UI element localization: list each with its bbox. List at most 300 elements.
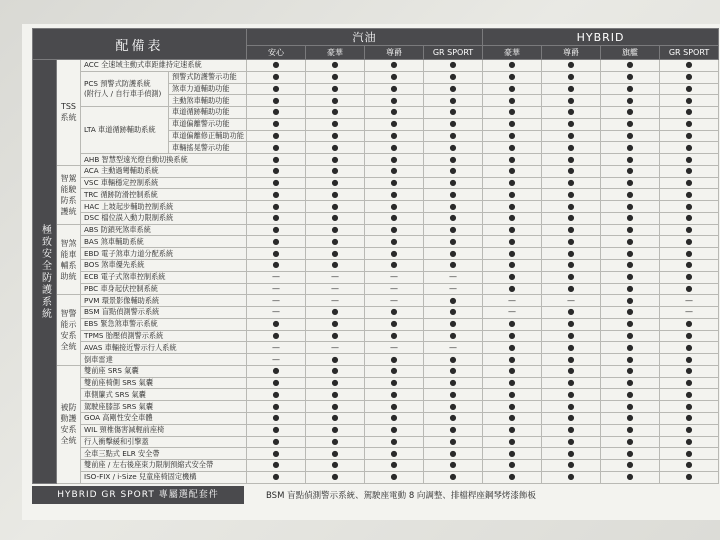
standard-dot: ● — [306, 83, 365, 95]
standard-dot: ● — [365, 460, 424, 472]
standard-dot: ● — [542, 60, 601, 72]
standard-dot: ● — [483, 189, 542, 201]
standard-dot: ● — [365, 448, 424, 460]
standard-dot: ● — [601, 60, 660, 72]
not-available-dash: — — [247, 354, 306, 366]
standard-dot: ● — [424, 295, 483, 307]
group-label: 智煞能車輔系助統 — [57, 224, 81, 295]
feature-name: PBC 車身起伏控制系統 — [81, 283, 247, 295]
table-row — [33, 424, 719, 436]
standard-dot: ● — [365, 401, 424, 413]
standard-dot: ● — [542, 189, 601, 201]
standard-dot: ● — [306, 118, 365, 130]
standard-dot: ● — [247, 60, 306, 72]
optional-package-label: HYBRID GR SPORT 專屬選配套件 — [32, 486, 244, 504]
standard-dot: ● — [542, 471, 601, 483]
standard-dot: ● — [306, 95, 365, 107]
standard-dot: ● — [306, 189, 365, 201]
table-row — [33, 177, 719, 189]
standard-dot: ● — [424, 224, 483, 236]
standard-dot: ● — [424, 107, 483, 119]
standard-dot: ● — [247, 448, 306, 460]
group-label: 智警能示安系全統 — [57, 295, 81, 366]
standard-dot: ● — [247, 177, 306, 189]
table-row — [33, 60, 719, 72]
standard-dot: ● — [247, 365, 306, 377]
standard-dot: ● — [365, 142, 424, 154]
standard-dot: ● — [601, 330, 660, 342]
not-available-dash: — — [365, 342, 424, 354]
not-available-dash: — — [424, 271, 483, 283]
not-available-dash: — — [247, 295, 306, 307]
standard-dot: ● — [424, 95, 483, 107]
standard-dot: ● — [247, 95, 306, 107]
feature-name: ECB 電子式煞車控制系統 — [81, 271, 247, 283]
standard-dot: ● — [601, 295, 660, 307]
standard-dot: ● — [542, 330, 601, 342]
standard-dot: ● — [601, 460, 660, 472]
standard-dot: ● — [365, 107, 424, 119]
standard-dot: ● — [365, 330, 424, 342]
standard-dot: ● — [247, 330, 306, 342]
standard-dot: ● — [365, 154, 424, 166]
standard-dot: ● — [542, 307, 601, 319]
standard-dot: ● — [601, 318, 660, 330]
feature-name: 雙前座椅側 SRS 氣囊 — [81, 377, 247, 389]
standard-dot: ● — [424, 412, 483, 424]
standard-dot: ● — [483, 236, 542, 248]
table-row — [33, 212, 719, 224]
standard-dot: ● — [660, 236, 719, 248]
feature-cell — [81, 71, 169, 106]
group-label: 被防動護安系全統 — [57, 365, 81, 483]
standard-dot: ● — [601, 389, 660, 401]
standard-dot: ● — [601, 165, 660, 177]
feature-name: ACA 主動過彎輔助系統 — [81, 165, 247, 177]
standard-dot: ● — [601, 236, 660, 248]
standard-dot: ● — [424, 212, 483, 224]
not-available-dash: — — [306, 283, 365, 295]
standard-dot: ● — [365, 318, 424, 330]
standard-dot: ● — [542, 224, 601, 236]
standard-dot: ● — [424, 354, 483, 366]
standard-dot: ● — [483, 471, 542, 483]
standard-dot: ● — [424, 436, 483, 448]
standard-dot: ● — [660, 201, 719, 213]
table-row — [33, 283, 719, 295]
standard-dot: ● — [660, 377, 719, 389]
standard-dot: ● — [542, 236, 601, 248]
standard-dot: ● — [306, 401, 365, 413]
standard-dot: ● — [601, 271, 660, 283]
standard-dot: ● — [424, 71, 483, 83]
standard-dot: ● — [247, 83, 306, 95]
feature-name: WIL 頸椎傷害減輕前座椅 — [81, 424, 247, 436]
standard-dot: ● — [483, 177, 542, 189]
standard-dot: ● — [365, 177, 424, 189]
standard-dot: ● — [601, 436, 660, 448]
standard-dot: ● — [601, 118, 660, 130]
standard-dot: ● — [542, 448, 601, 460]
standard-dot: ● — [483, 365, 542, 377]
standard-dot: ● — [601, 71, 660, 83]
feature-name: PCS 預警式防護系統 — [84, 78, 151, 88]
standard-dot: ● — [424, 130, 483, 142]
standard-dot: ● — [247, 471, 306, 483]
feature-name: HAC 上坡起步輔助控制系統 — [81, 201, 247, 213]
standard-dot: ● — [306, 60, 365, 72]
table-row — [33, 307, 719, 319]
standard-dot: ● — [601, 260, 660, 272]
standard-dot: ● — [365, 189, 424, 201]
table-row — [33, 389, 719, 401]
standard-dot: ● — [660, 95, 719, 107]
standard-dot: ● — [247, 224, 306, 236]
standard-dot: ● — [365, 130, 424, 142]
standard-dot: ● — [247, 154, 306, 166]
standard-dot: ● — [660, 424, 719, 436]
standard-dot: ● — [601, 377, 660, 389]
standard-dot: ● — [660, 330, 719, 342]
standard-dot: ● — [542, 201, 601, 213]
not-available-dash: — — [483, 295, 542, 307]
table-body — [33, 60, 719, 484]
feature-name: BAS 煞車輔助系統 — [81, 236, 247, 248]
standard-dot: ● — [660, 448, 719, 460]
standard-dot: ● — [365, 260, 424, 272]
table-row — [33, 318, 719, 330]
standard-dot: ● — [660, 224, 719, 236]
standard-dot: ● — [660, 177, 719, 189]
table-row — [33, 471, 719, 483]
standard-dot: ● — [542, 165, 601, 177]
standard-dot: ● — [542, 365, 601, 377]
standard-dot: ● — [365, 165, 424, 177]
table-row — [33, 448, 719, 460]
standard-dot: ● — [306, 165, 365, 177]
standard-dot: ● — [424, 318, 483, 330]
standard-dot: ● — [424, 471, 483, 483]
trim-header-cell: 豪華 — [483, 46, 542, 60]
table-row — [33, 342, 719, 354]
standard-dot: ● — [247, 412, 306, 424]
standard-dot: ● — [424, 142, 483, 154]
table-row — [33, 107, 719, 119]
table-row — [33, 295, 719, 307]
standard-dot: ● — [601, 354, 660, 366]
not-available-dash: — — [306, 342, 365, 354]
standard-dot: ● — [247, 436, 306, 448]
not-available-dash: — — [660, 307, 719, 319]
standard-dot: ● — [424, 189, 483, 201]
table-row — [33, 365, 719, 377]
standard-dot: ● — [601, 307, 660, 319]
standard-dot: ● — [483, 154, 542, 166]
sub-feature-name: 車道偏離警示功能 — [169, 118, 247, 130]
standard-dot: ● — [660, 189, 719, 201]
standard-dot: ● — [247, 236, 306, 248]
standard-dot: ● — [247, 165, 306, 177]
standard-dot: ● — [601, 412, 660, 424]
standard-dot: ● — [306, 412, 365, 424]
not-available-dash: — — [306, 271, 365, 283]
standard-dot: ● — [424, 330, 483, 342]
standard-dot: ● — [483, 71, 542, 83]
standard-dot: ● — [247, 424, 306, 436]
standard-dot: ● — [247, 142, 306, 154]
standard-dot: ● — [660, 154, 719, 166]
standard-dot: ● — [660, 83, 719, 95]
standard-dot: ● — [483, 165, 542, 177]
feature-name: 駕駛座膝部 SRS 氣囊 — [81, 401, 247, 413]
feature-name: 雙前座 / 左右後座束力限制預縮式安全帶 — [81, 460, 247, 472]
standard-dot: ● — [424, 365, 483, 377]
standard-dot: ● — [424, 460, 483, 472]
standard-dot: ● — [601, 365, 660, 377]
feature-name: 車側簾式 SRS 氣囊 — [81, 389, 247, 401]
not-available-dash: — — [247, 342, 306, 354]
standard-dot: ● — [306, 236, 365, 248]
optional-package-text: BSM 盲點偵測警示系統、駕駛座電動 8 向調整、排檔桿座鋼琴烤漆飾板 — [266, 491, 536, 501]
standard-dot: ● — [365, 424, 424, 436]
standard-dot: ● — [424, 448, 483, 460]
standard-dot: ● — [542, 130, 601, 142]
not-available-dash: — — [247, 307, 306, 319]
standard-dot: ● — [365, 377, 424, 389]
standard-dot: ● — [660, 142, 719, 154]
standard-dot: ● — [306, 460, 365, 472]
table-row — [33, 436, 719, 448]
standard-dot: ● — [483, 283, 542, 295]
standard-dot: ● — [424, 83, 483, 95]
standard-dot: ● — [483, 260, 542, 272]
feature-name: 雙前座 SRS 氣囊 — [81, 365, 247, 377]
standard-dot: ● — [365, 60, 424, 72]
table-row — [33, 354, 719, 366]
standard-dot: ● — [483, 330, 542, 342]
standard-dot: ● — [601, 342, 660, 354]
standard-dot: ● — [306, 377, 365, 389]
group-label: TSS系統 — [57, 60, 81, 166]
not-available-dash: — — [424, 342, 483, 354]
standard-dot: ● — [306, 436, 365, 448]
standard-dot: ● — [247, 318, 306, 330]
standard-dot: ● — [306, 154, 365, 166]
standard-dot: ● — [483, 248, 542, 260]
standard-dot: ● — [424, 154, 483, 166]
feature-name: LTA 車道循跡輔助系統 — [84, 125, 156, 135]
standard-dot: ● — [483, 401, 542, 413]
equipment-table — [32, 28, 719, 484]
not-available-dash: — — [365, 271, 424, 283]
standard-dot: ● — [247, 201, 306, 213]
standard-dot: ● — [660, 471, 719, 483]
not-available-dash: — — [424, 283, 483, 295]
table-row — [33, 201, 719, 213]
table-row — [33, 260, 719, 272]
standard-dot: ● — [660, 248, 719, 260]
standard-dot: ● — [542, 424, 601, 436]
standard-dot: ● — [542, 460, 601, 472]
feature-note: (附行人 / 自行車手偵測) — [84, 88, 162, 98]
standard-dot: ● — [542, 354, 601, 366]
standard-dot: ● — [542, 283, 601, 295]
standard-dot: ● — [542, 142, 601, 154]
standard-dot: ● — [542, 118, 601, 130]
standard-dot: ● — [660, 271, 719, 283]
feature-name: TPMS 胎壓偵測警示系統 — [81, 330, 247, 342]
sub-feature-name: 預警式防護警示功能 — [169, 71, 247, 83]
standard-dot: ● — [424, 165, 483, 177]
feature-name: 倒車雷達 — [81, 354, 247, 366]
feature-name: ACC 全速域主動式車距維持定速系統 — [81, 60, 247, 72]
standard-dot: ● — [306, 389, 365, 401]
table-row — [33, 377, 719, 389]
feature-name: 全車三點式 ELR 安全帶 — [81, 448, 247, 460]
not-available-dash: — — [542, 295, 601, 307]
standard-dot: ● — [601, 201, 660, 213]
standard-dot: ● — [247, 71, 306, 83]
trim-header-cell: GR SPORT — [424, 46, 483, 60]
standard-dot: ● — [542, 71, 601, 83]
not-available-dash: — — [306, 295, 365, 307]
standard-dot: ● — [365, 71, 424, 83]
standard-dot: ● — [424, 201, 483, 213]
standard-dot: ● — [542, 260, 601, 272]
standard-dot: ● — [601, 283, 660, 295]
standard-dot: ● — [542, 412, 601, 424]
standard-dot: ● — [424, 236, 483, 248]
standard-dot: ● — [306, 307, 365, 319]
table-row — [33, 330, 719, 342]
standard-dot: ● — [601, 401, 660, 413]
standard-dot: ● — [365, 412, 424, 424]
standard-dot: ● — [483, 224, 542, 236]
standard-dot: ● — [601, 448, 660, 460]
standard-dot: ● — [247, 107, 306, 119]
standard-dot: ● — [424, 389, 483, 401]
standard-dot: ● — [601, 471, 660, 483]
standard-dot: ● — [660, 212, 719, 224]
feature-name: ISO-FIX / i-Size 兒童座椅固定機構 — [81, 471, 247, 483]
trim-header-cell: GR SPORT — [660, 46, 719, 60]
standard-dot: ● — [483, 130, 542, 142]
sub-feature-name: 車輛搖晃警示功能 — [169, 142, 247, 154]
standard-dot: ● — [601, 95, 660, 107]
group-header-gasoline: 汽油 — [247, 29, 483, 46]
table-row — [33, 154, 719, 166]
standard-dot: ● — [483, 448, 542, 460]
standard-dot: ● — [601, 130, 660, 142]
standard-dot: ● — [660, 318, 719, 330]
standard-dot: ● — [542, 377, 601, 389]
trim-header-cell: 尊爵 — [365, 46, 424, 60]
standard-dot: ● — [542, 154, 601, 166]
standard-dot: ● — [247, 248, 306, 260]
sub-feature-name: 主動煞車輔助功能 — [169, 95, 247, 107]
standard-dot: ● — [306, 318, 365, 330]
table-row — [33, 189, 719, 201]
trim-header-cell: 旗艦 — [601, 46, 660, 60]
sub-feature-name: 車道循跡輔助功能 — [169, 107, 247, 119]
standard-dot: ● — [483, 354, 542, 366]
standard-dot: ● — [247, 118, 306, 130]
feature-name: AHB 智慧型遠光燈自動切換系統 — [81, 154, 247, 166]
standard-dot: ● — [247, 189, 306, 201]
standard-dot: ● — [483, 460, 542, 472]
feature-name: DSC 檔位誤入動力限制系統 — [81, 212, 247, 224]
optional-package-bar — [32, 486, 718, 504]
feature-name: VSC 車輛穩定控制系統 — [81, 177, 247, 189]
standard-dot: ● — [424, 248, 483, 260]
table-row — [33, 248, 719, 260]
standard-dot: ● — [601, 107, 660, 119]
table-row — [33, 401, 719, 413]
standard-dot: ● — [660, 71, 719, 83]
standard-dot: ● — [542, 342, 601, 354]
standard-dot: ● — [660, 436, 719, 448]
table-row — [33, 460, 719, 472]
standard-dot: ● — [660, 60, 719, 72]
table-row — [33, 71, 719, 83]
standard-dot: ● — [247, 377, 306, 389]
standard-dot: ● — [483, 424, 542, 436]
standard-dot: ● — [365, 389, 424, 401]
standard-dot: ● — [542, 248, 601, 260]
not-available-dash: — — [365, 283, 424, 295]
standard-dot: ● — [660, 165, 719, 177]
not-available-dash: — — [365, 295, 424, 307]
standard-dot: ● — [365, 436, 424, 448]
standard-dot: ● — [247, 389, 306, 401]
standard-dot: ● — [483, 436, 542, 448]
standard-dot: ● — [306, 248, 365, 260]
feature-name: PVM 環景影像輔助系統 — [81, 295, 247, 307]
standard-dot: ● — [483, 83, 542, 95]
standard-dot: ● — [660, 412, 719, 424]
standard-dot: ● — [365, 95, 424, 107]
standard-dot: ● — [601, 83, 660, 95]
standard-dot: ● — [247, 460, 306, 472]
standard-dot: ● — [424, 377, 483, 389]
table-row — [33, 165, 719, 177]
standard-dot: ● — [365, 365, 424, 377]
standard-dot: ● — [306, 354, 365, 366]
standard-dot: ● — [365, 83, 424, 95]
standard-dot: ● — [660, 107, 719, 119]
standard-dot: ● — [306, 471, 365, 483]
standard-dot: ● — [306, 71, 365, 83]
standard-dot: ● — [306, 330, 365, 342]
feature-name: BOS 煞車優先系統 — [81, 260, 247, 272]
standard-dot: ● — [542, 401, 601, 413]
standard-dot: ● — [483, 95, 542, 107]
standard-dot: ● — [483, 271, 542, 283]
standard-dot: ● — [660, 460, 719, 472]
standard-dot: ● — [601, 224, 660, 236]
table-title: 配備表 — [33, 29, 247, 60]
standard-dot: ● — [601, 142, 660, 154]
standard-dot: ● — [365, 224, 424, 236]
standard-dot: ● — [424, 60, 483, 72]
feature-name: EBS 緊急煞車警示系統 — [81, 318, 247, 330]
standard-dot: ● — [483, 342, 542, 354]
sub-feature-name: 煞車力道輔助功能 — [169, 83, 247, 95]
not-available-dash: — — [247, 271, 306, 283]
standard-dot: ● — [365, 118, 424, 130]
feature-name: TRC 循跡防滑控制系統 — [81, 189, 247, 201]
feature-name: AVAS 車輛接近警示行人系統 — [81, 342, 247, 354]
